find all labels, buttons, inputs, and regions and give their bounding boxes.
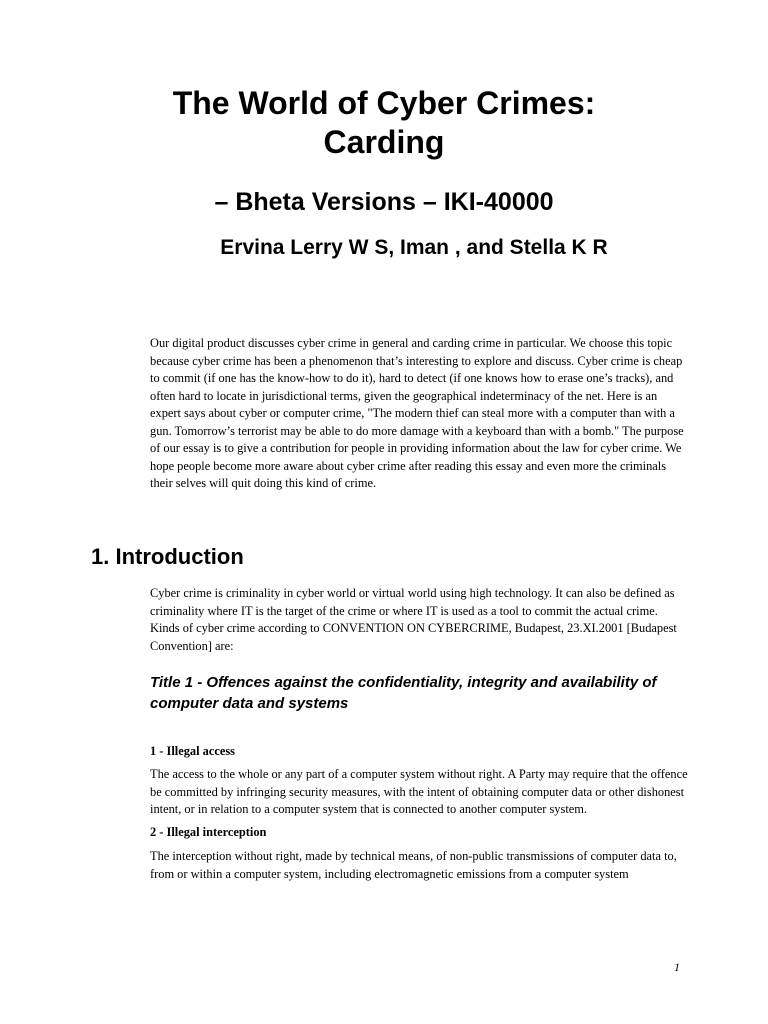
abstract-text: Our digital product discusses cyber crime in general and carding crime in particular. We choose this topic because cyber crime has been a phenomenon that’s interesting to explore and discuss. Cyber crime is cheap to commit (if one has the know-how to do it), hard to detect (if one knows how to erase one’s tracks), and often hard to locate in jurisdictional terms, given the geographical indeterminacy of the net. Here is an expert says about cyber or computer crime, "The modern thief can steal more with a computer than with a gun. Tomorrow’s terrorist may be able to do more damage with a keyboard than with a bomb." The purpose of our essay is to give a contribution for people in providing information about the law for cyber crime. We hope people become more aware about cyber crime after reading this essay and even more the criminals their selves will quit doing this kind of crime. (150, 336, 684, 490)
title-1-heading: Title 1 - Offences against the confidentiality, integrity and availability of computer data and systems (150, 674, 657, 712)
title-line-1: The World of Cyber Crimes: (172, 85, 596, 121)
introduction-paragraph (150, 585, 690, 655)
document-title (0, 84, 768, 162)
illegal-access-text: The access to the whole or any part of a computer system without right. A Party may require that the offence be committed by infringing security measures, with the intent of obtaining computer data or other dishonest intent, or in relation to a computer system that is connected to another computer system. (150, 767, 688, 816)
authors-container (0, 235, 768, 261)
abstract (150, 335, 690, 493)
illegal-interception-paragraph (150, 848, 690, 883)
title-line-2: Carding (323, 124, 445, 160)
introduction-text: Cyber crime is criminality in cyber world or virtual world using high technology. It can also be defined as criminality where IT is the target of the crime or where IT is used as a tool to commit the actual crime. Kinds of cyber crime according to CONVENTION ON CYBERCRIME, Budapest, 23.XI.2001 [Budapest Convention] are: (150, 586, 677, 653)
illegal-access-paragraph (150, 766, 690, 819)
subheading-illegal-interception: 2 - Illegal interception (150, 825, 267, 839)
document-subtitle: – Bheta Versions – IKI-40000 (214, 188, 554, 216)
subheading-illegal-access: 1 - Illegal access (150, 744, 235, 758)
document-authors: Ervina Lerry W S, Iman , and Stella K R (220, 236, 608, 259)
page-number: 1 (674, 960, 680, 974)
illegal-interception-text: The interception without right, made by technical means, of non-public transmissions of computer data to, from or within a computer system, including electromagnetic emissions from a computer system (150, 849, 677, 881)
section-heading-introduction: 1. Introduction (91, 544, 244, 569)
